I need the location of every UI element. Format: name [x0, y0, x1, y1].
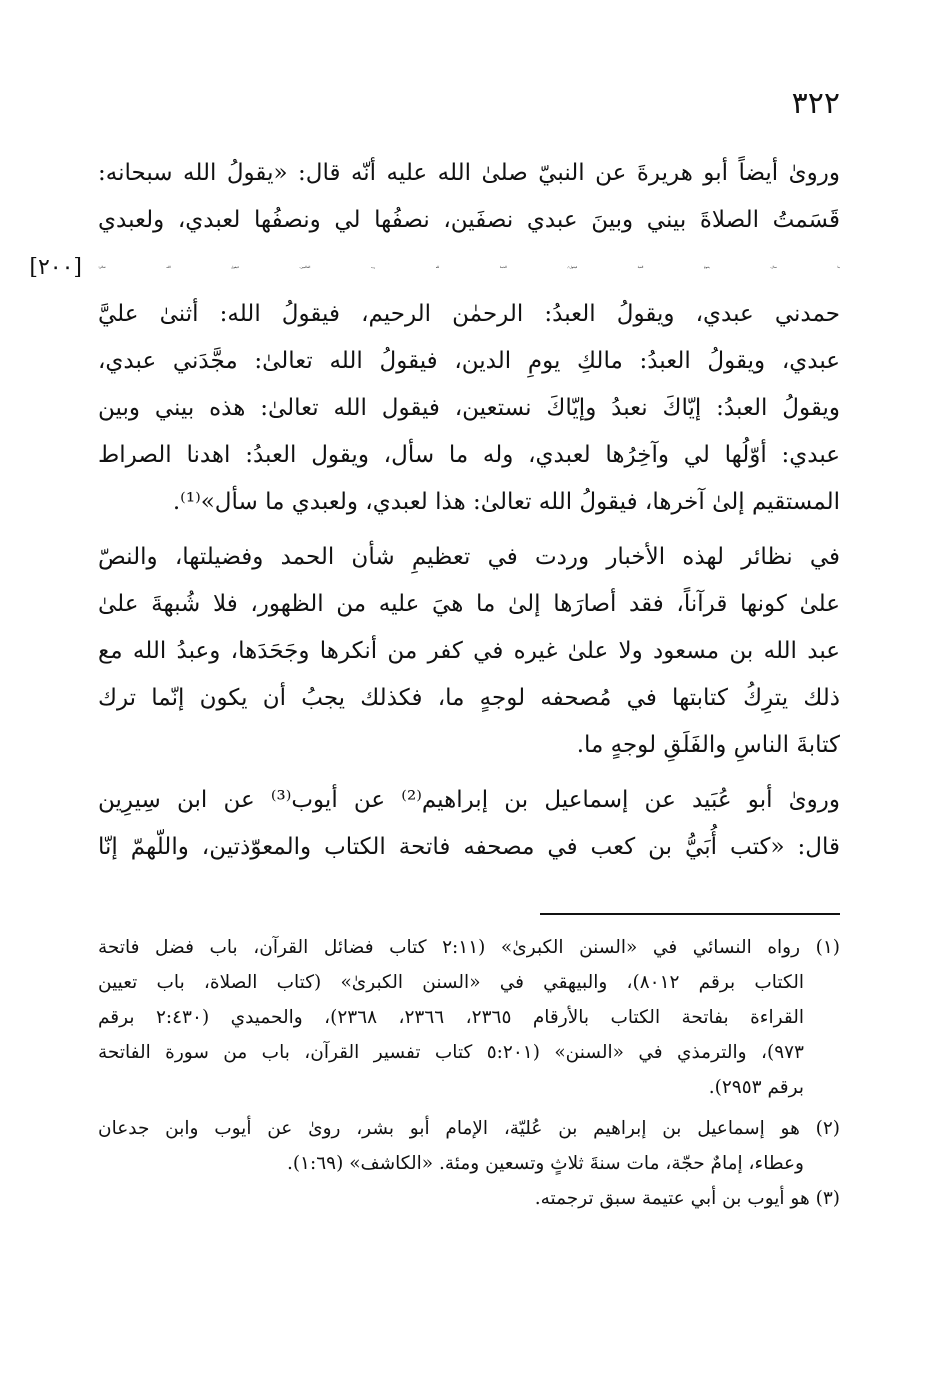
text-line: عبدي: أوّلُها لي وآخِرُها لعبدي، وله ما سأل، ويقول العبدُ: اهدنا الصراط [98, 442, 840, 468]
footnote-line: (١) رواه النسائي في «السنن الكبرىٰ» (٢:١١ كتاب فضائل القرآن، باب فضل فاتحة [98, 937, 840, 958]
footnote-line: ٩٧٣)، والترمذي في «السنن» (٥:٢٠١ كتاب تفسير القرآن، باب من سورة الفاتحة [98, 1042, 804, 1063]
text-line: المستقيم إلىٰ آخرها، فيقولُ الله تعالىٰ: هذا لعبدي، ولعبدي ما سأل»⁽¹⁾. [172, 489, 840, 515]
text-line: وروىٰ أيضاً أبو هريرةَ عن النبيّ صلىٰ الله عليه أنّه قال: «يقولُ الله سبحانه: [98, 160, 840, 186]
text-line: حمدني عبدي، ويقولُ العبدُ: الرحمٰن الرحيم، فيقولُ الله: أثنىٰ عليَّ [98, 301, 840, 327]
footnote-line: (٣) هو أيوب بن أبي عتيمة سبق ترجمته. [534, 1188, 840, 1209]
text-line: وروىٰ أبو عُبَيد عن إسماعيل بن إبراهيم⁽²⁾ عن أيوب⁽³⁾ عن ابن سِيرِين [98, 787, 840, 813]
paragraph-1 [29, 150, 840, 526]
footnote-line: برقم ٢٩٥٣). [708, 1077, 804, 1098]
text-line: قال: «كتب أُبَيُّ بن كعب في مصحفه فاتحة الكتاب والمعوّذتين، واللّهمّ إنّا [98, 834, 840, 860]
text-line: في نظائر لهذه الأخبار وردت في تعظيمِ شأن الحمد وفضيلتها، والنصّ [98, 544, 840, 570]
text-line: عبدي، ويقولُ العبدُ: مالكِ يومِ الدين، فيقولُ الله تعالىٰ: مجَّدَني عبدي، [98, 348, 840, 374]
footnote-line: القراءة بفاتحة الكتاب بالأرقام ٢٣٦٥، ٢٣٦٦، ٢٣٦٨)، والحميدي (٢:٤٣٠ برقم [98, 1007, 804, 1028]
paragraph-3 [98, 777, 840, 871]
footnote-line: الكتاب برقم ٨٠١٢)، والبيهقي في «السنن الكبرىٰ» (كتاب الصلاة، باب تعيين [98, 972, 804, 993]
main-text [29, 150, 840, 871]
margin-page-reference: [٢٠٠] [29, 255, 82, 280]
paragraph-2 [98, 534, 840, 769]
text-line: قَسَمتُ الصلاةَ بيني وبينَ عبدي نصفَين، نصفُها لي ونصفُها لعبدي، ولعبدي [98, 207, 840, 233]
text-line: علىٰ كونها قرآناً، فقد أصارَها إلىٰ ما هيَ عليه من الظهور، فلا شُبهةَ علىٰ [98, 591, 840, 617]
text-line: كتابةَ الناسِ والفَلَقِ لوجهٍ ما. [576, 732, 840, 758]
footnote-1 [98, 930, 840, 1105]
text-line: ما سال، يقومُ العبدُ فيقول:/ الحمدُ لله رب العالمين، فيقول الله تعالىٰ: [98, 265, 840, 269]
footnote-separator [540, 913, 840, 915]
text-line-with-margin-ref [29, 244, 840, 291]
page-number: ٣٢٢ [791, 86, 840, 121]
text-line: ذلك يترِكُ كتابتها في مُصحفه لوجهٍ ما، فكذلك يجبُ أن يكون إنّما ترك [98, 685, 840, 711]
text-line: ويقولُ العبدُ: إيّاكَ نعبدُ وإيّاكَ نستعين، فيقول الله تعالىٰ: هذه بيني وبين [98, 395, 840, 421]
footnote-2 [98, 1111, 840, 1181]
footnotes [98, 930, 840, 1216]
footnote-line: وعطاء، إمامٌ حجّة، مات سنةَ ثلاثٍ وتسعين ومئة. «الكاشف» (١:٦٩). [286, 1153, 804, 1174]
text-line: عبد الله بن مسعود ولا علىٰ غيره في كفر من أنكرها وجَحَدَها، وعبدُ الله مع [98, 638, 840, 664]
footnote-line: (٢) هو إسماعيل بن إبراهيم بن عُليّة، الإمام أبو بشر، روىٰ عن أيوب وابن جدعان [98, 1118, 840, 1139]
footnote-3 [98, 1181, 840, 1216]
